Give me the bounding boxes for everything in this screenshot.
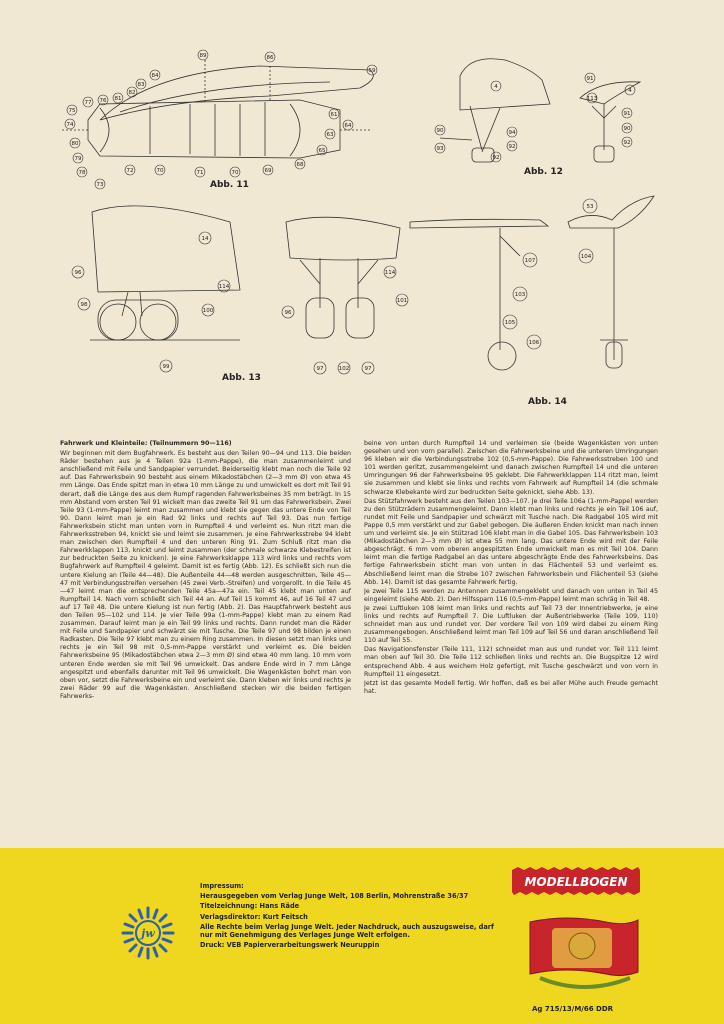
svg-text:91: 91	[586, 76, 594, 82]
svg-text:92: 92	[492, 155, 500, 161]
text-column-right	[364, 440, 658, 848]
figure-11-label-text	[67, 53, 376, 188]
svg-text:69: 69	[264, 168, 272, 174]
svg-text:101: 101	[396, 298, 408, 304]
paragraph: Das Stützfahrwerk besteht aus den Teilen 103—107. Je drei Teile 106a (1-mm-Pappe) werden zu den Stützrädern zusammengeleimt. Dann klebt man links und rechts je ein Teil 106 auf, rundet mit Feile und Sandpapier und schwärzt mit Tusche nach. Die Radgabel 105 wird mit Pappe 0,5 mm verstärkt und zur Gabel gebogen. Die äußeren Enden knickt man nach innen um und verleimt sie. Je ein Stützrad 106 klebt man in die Gabel 105. Das Fahrwerksbein 103 (Mikadostäbchen 2—3 mm Ø) ist etwa 55 mm lang. Das untere Ende wird mit der Feile abgeschrägt. 6 mm vom oberen angespitzten Ende umwickelt man es mit Teil 104. Dann leimt man die fertige Radgabel an das untere abgeschrägte Ende des Fahrwerksbeins. Das fertige Fahrwerksbein sticht man von unten in das Flächenteil 53 und verleimt es. Abschließend leimt man die Strebe 107 zwischen Fahrwerksbein und Flächenteil 53 (siehe Abb. 14). Damit ist das gesamte Fahrwerk fertig.	[364, 497, 658, 586]
svg-text:14: 14	[201, 236, 209, 242]
svg-text:103: 103	[514, 292, 526, 298]
svg-text:70: 70	[231, 170, 239, 176]
svg-text:65: 65	[318, 148, 326, 154]
svg-text:90: 90	[623, 126, 631, 132]
figure-12-label-text	[437, 76, 633, 161]
svg-text:100: 100	[202, 308, 214, 314]
svg-text:96: 96	[74, 270, 82, 276]
figure-13-drawing	[90, 206, 400, 340]
svg-text:72: 72	[126, 168, 134, 174]
svg-text:68: 68	[296, 162, 304, 168]
figure-11-part-labels	[65, 50, 377, 189]
svg-text:74: 74	[66, 122, 74, 128]
svg-text:97: 97	[364, 366, 372, 372]
svg-text:113: 113	[586, 96, 598, 102]
figure-14-caption: Abb. 14	[528, 397, 567, 407]
paragraph: Das Navigationsfenster (Teile 111, 112) schneidet man aus und rundet vor. Teil 111 leimt man oben auf Teil 30. Die Teile 112 schließen links und rechts an. Die Bugspitze 12 wird entsprechend Abb. 4 aus weichem Holz gefertigt, mit Tusche geschwärzt und von vorn in Rumpfteil 11 eingesetzt.	[364, 646, 658, 678]
brand-text: MODELLBOGEN	[524, 875, 628, 889]
svg-text:75: 75	[68, 108, 76, 114]
svg-text:91: 91	[623, 111, 631, 117]
svg-text:76: 76	[99, 98, 107, 104]
svg-text:77: 77	[84, 100, 92, 106]
publisher-logo	[120, 905, 176, 961]
imprint	[200, 882, 500, 951]
figure-13-caption: Abb. 13	[222, 373, 261, 383]
imprint-publisher: Herausgegeben vom Verlag Junge Welt, 108 Berlin, Mohrenstraße 36/37	[200, 892, 469, 901]
svg-text:78: 78	[78, 170, 86, 176]
svg-text:61: 61	[330, 112, 338, 118]
figure-14-part-labels	[503, 199, 597, 349]
imprint-rights: Alle Rechte beim Verlag Junge Welt. Jeder Nachdruck, auch auszugsweise, darf nur mit Genehmigung des Verlages Junge Welt erfolgen.	[200, 922, 494, 940]
svg-text:70: 70	[156, 168, 164, 174]
svg-text:98: 98	[80, 302, 88, 308]
assembly-drawings	[0, 0, 724, 430]
svg-text:92: 92	[508, 144, 516, 150]
svg-text:82: 82	[128, 90, 136, 96]
imprint-print: Druck: VEB Papierverarbeitungswerk Neuruppin	[200, 941, 380, 950]
svg-text:106: 106	[528, 340, 540, 346]
paragraph: Jetzt ist das gesamte Modell fertig. Wir hoffen, daß es bei aller Mühe auch Freude gemacht hat.	[364, 679, 658, 695]
imprint-heading: Impressum:	[200, 882, 244, 890]
paragraph: Je zwei Luftluken 108 leimt man links und rechts auf Teil 73 der Innentriebwerke, je eine links und rechts auf Rumpfteil 7. Die Luftluken der Außentriebwerke (Teile 109, 110) schneidet man aus und rundet vor. Der vordere Teil von 109 wird dabei zu einem Ring zusammengebogen. Anschließend leimt man Teil 109 auf Teil 56 und daran anschließend Teil 110 auf Teil 55.	[364, 604, 658, 645]
flag-emblem	[526, 912, 644, 994]
svg-text:4: 4	[494, 84, 498, 90]
figure-14-label-text	[505, 204, 594, 346]
svg-text:96: 96	[284, 310, 292, 316]
svg-text:114: 114	[384, 270, 396, 276]
svg-text:90: 90	[436, 128, 444, 134]
figure-12-drawing	[440, 59, 640, 162]
svg-text:79: 79	[74, 156, 82, 162]
svg-text:86: 86	[266, 55, 274, 61]
text-column-left	[60, 440, 351, 848]
svg-text:92: 92	[623, 140, 631, 146]
figure-11-caption: Abb. 11	[210, 180, 249, 190]
svg-text:105: 105	[504, 320, 516, 326]
svg-text:114: 114	[218, 284, 230, 290]
svg-text:63: 63	[326, 132, 334, 138]
svg-text:102: 102	[338, 366, 350, 372]
paragraph: beine von unten durch Rumpfteil 14 und verleimen sie (beide Wagenkästen von unten gesehen und von vorn parallel). Zwischen die Fahrwerksbeine und die unteren Umringungen 96 kleben wir die Verbindungsstrebe 102 (0,5-mm-Pappe). Die Fahrwerksstreben 100 und 101 werden geritzt, zusammengeleimt und danach zwischen Rumpfteil 14 und die unteren Umringungen 96 der Fahrwerksbeine 95 geklebt. Die Fahrwerkklappen 114 ritzt man, leimt sie zusammen und klebt sie links und rechts vom Fahrwerk auf Rumpfteil 14 (die schmale schwarze Klebekante wird zur bedruckten Seite geknickt, siehe Abb. 13).	[364, 440, 658, 496]
svg-text:84: 84	[151, 73, 159, 79]
modellbogen-badge	[510, 866, 642, 896]
svg-text:81: 81	[114, 96, 122, 102]
figure-13-label-text	[75, 236, 408, 372]
order-number: Ag 715/13/M/66 DDR	[532, 1005, 614, 1013]
svg-text:94: 94	[508, 130, 516, 136]
imprint-drawing: Titelzeichnung: Hans Räde	[200, 902, 300, 911]
section-title: Fahrwerk und Kleinteile: (Teilnummern 90—116)	[60, 440, 232, 447]
svg-text:107: 107	[524, 258, 536, 264]
svg-text:73: 73	[96, 182, 104, 188]
paragraph: Wir beginnen mit dem Bugfahrwerk. Es besteht aus den Teilen 90—94 und 113. Die beiden Räder bestehen aus je 4 Teilen 92a (1-mm-Pappe), die man zusammenleimt und anschließend mit Feile und Sandpapier verrundet. Beiderseitig klebt man noch die Teile 92 auf. Das Fahrwerksbein 90 besteht aus einem Mikadostäbchen (2—3 mm Ø) von etwa 45 mm Länge. Das Ende spitzt man in etwa 10 mm Länge zu und umwickelt es dort mit Teil 91 derart, daß die Länge des aus dem Rumpf ragenden Fahrwerksbeines 35 mm beträgt. In 15 mm Abstand vom ersten Teil 91 wickelt man das zweite Teil 91 um das Fahrwerksbein. Zwei Teile 93 (1-mm-Pappe) leimt man zusammen und klebt sie gegen das untere Ende von Teil 90. Dann leimt man je ein Rad 92 links und rechts auf Teil 93. Das nun fertige Fahrwerksbein sticht man unten vorn in Rumpfteil 4 und verleimt es. Nun ritzt man die Fahrwerksstreben 94, knickt sie und leimt sie zusammen. Je eine Fahrwerksstrebe 94 klebt man zwischen den Rumpfteil 4 und den unteren Ring 91. Zum Schluß ritzt man die Fahrwerkklappen 113, knickt und leimt zusammen (der schmale schwarze Klebestreifen ist zur bedruckten Seite zu knicken). Je eine Fahrwerksklappe 113 wird links und rechts vom Bugfahrwerk auf Rumpfteil 4 geleimt. Damit ist es fertig (Abb. 12). Es schließt sich nun die untere Kielung an (Teile 44—48). Die Außenteile 44—48 werden ausgeschnitten, Teile 45—47 mit Verbindungsstreifen versehen (45 zwei Verb.-Streifen) und vorgerollt. In die Teile 45—47 leimt man die entsprechenden Teile 45a—47a ein. Teil 45 klebt man unten auf Rumpfteil 14. Nach vorn schließt sich Teil 44 an. Auf Teil 15 kommt 46, auf 16 Teil 47 und auf 17 Teil 48. Die untere Kielung ist nun fertig (Abb. 2). Das Hauptfahrwerk besteht aus den Teilen 95—102 und 114. Je vier Teile 99a (1-mm-Pappe) klebt man zu einem Rad zusammen. Darauf leimt man je ein Teil 99 links und rechts. Dann rundet man die Räder mit Feile und Sandpapier und schwärzt sie mit Tusche. Die Teile 97 und 98 bilden je einen Radkasten. Die Teile 97 klebt man zu einem Ring zusammen. In diesen setzt man links und rechts je ein Teil 98 mit 0,5-mm-Pappe verstärkt und verleimt es. Die beiden Fahrwerksbeine 95 (Mikadostäbchen etwa 2—3 mm Ø) sind etwa 40 mm lang. 10 mm vom unteren Ende werden sie mit Teil 96 umwickelt. Das andere Ende wird in 7 mm Länge angespitzt und ebenfalls darunter mit Teil 96 umwickelt. Die Wagenkästen bohrt man von oben vor, setzt die Fahrwerksbeine ein und verleimt sie. Dann kleben wir links und rechts je zwei Räder 99 auf die Wagenkästen. Anschließend stecken wir die beiden fertigen Fahrwerks-	[60, 450, 351, 700]
svg-text:83: 83	[137, 82, 145, 88]
svg-text:4: 4	[628, 88, 632, 94]
svg-text:71: 71	[196, 170, 204, 176]
svg-text:89: 89	[199, 53, 207, 59]
paragraph: Je zwei Teile 115 werden zu Antennen zusammengeklebt und danach von unten in Teil 45 eingeleimt (siehe Abb. 2). Den Hilfssparn 116 (0,5-mm-Pappe) leimt man schräg in Teil 48.	[364, 587, 658, 603]
svg-text:93: 93	[436, 146, 444, 152]
svg-text:104: 104	[580, 254, 592, 260]
logo-text: jw	[141, 927, 155, 940]
svg-text:97: 97	[316, 366, 324, 372]
svg-text:59: 59	[368, 68, 376, 74]
figure-11-drawing	[60, 60, 373, 158]
svg-text:64: 64	[344, 123, 352, 129]
figure-12-caption: Abb. 12	[524, 167, 563, 177]
svg-text:53: 53	[586, 204, 594, 210]
svg-text:99: 99	[162, 364, 170, 370]
svg-text:80: 80	[71, 141, 79, 147]
imprint-director: Verlagsdirektor: Kurt Feitsch	[200, 912, 308, 921]
